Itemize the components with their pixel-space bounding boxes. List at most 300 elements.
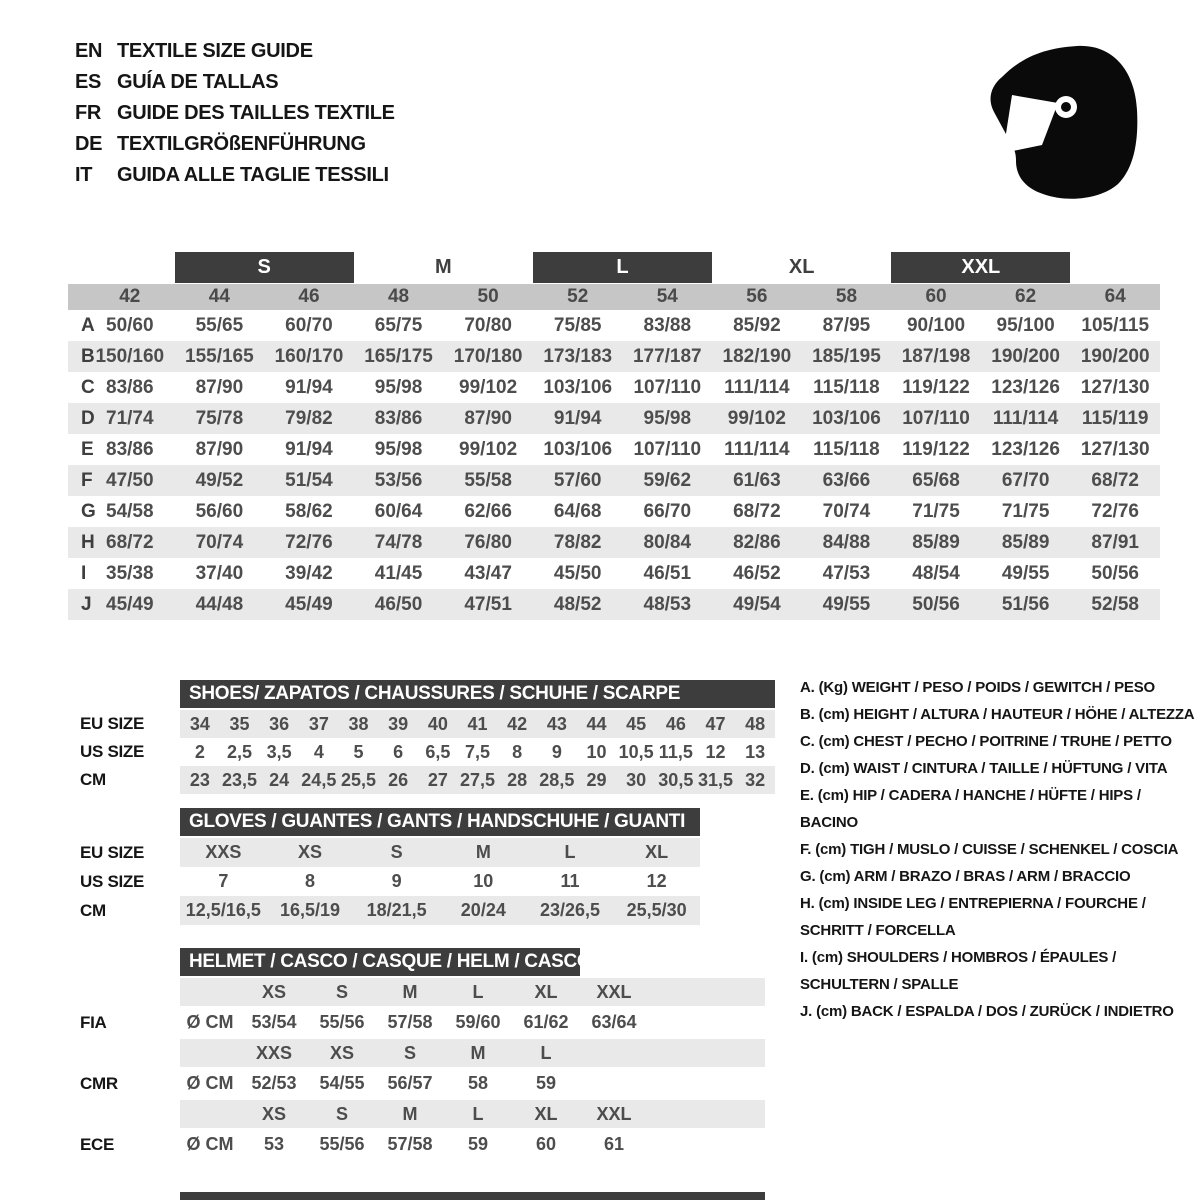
helmet-value: 59 <box>467 1134 489 1154</box>
measurement-value: 72/76 <box>285 531 333 553</box>
measurement-value: 47/51 <box>464 593 512 615</box>
language-row <box>75 129 395 160</box>
shoes-value: 28,5 <box>539 769 575 790</box>
measurement-value: 74/78 <box>374 531 423 553</box>
measurement-value: 95/98 <box>374 438 423 460</box>
size-number-row <box>68 284 1160 310</box>
measurement-value: 51/56 <box>1001 593 1050 615</box>
helmet-values <box>180 1006 765 1039</box>
measurement-value: 45/49 <box>106 593 154 615</box>
measurement-value: 85/89 <box>1001 531 1050 553</box>
size-number: 48 <box>387 286 410 307</box>
measurement-value: 53/56 <box>374 469 423 491</box>
helmet-size: XL <box>534 981 558 1002</box>
helmet-value: 55/56 <box>319 1134 365 1154</box>
measurement-value: 127/130 <box>1080 376 1150 398</box>
spacer <box>648 1128 765 1161</box>
shoes-row <box>80 738 775 766</box>
measurement-value: 80/84 <box>643 531 692 553</box>
measurement-value: 68/72 <box>1091 469 1139 491</box>
measurement-value: 185/195 <box>812 345 881 367</box>
measurement-value: 103/106 <box>812 407 881 429</box>
size-number: 60 <box>925 286 947 307</box>
measurement-value: 65/75 <box>374 314 423 336</box>
measurement-value: 87/90 <box>464 407 512 429</box>
measurement-value: 47/50 <box>106 469 154 491</box>
helmet-size: XL <box>534 1103 558 1124</box>
measurement-value: 67/70 <box>1001 469 1050 491</box>
helmet-value-row <box>80 1006 765 1039</box>
measurement-value: 65/68 <box>912 469 960 491</box>
language-row <box>75 98 395 129</box>
helmet-standard-label: CMR <box>80 1073 118 1093</box>
measurement-value: 115/119 <box>1081 407 1149 429</box>
measurement-value: 45/49 <box>285 593 333 615</box>
diameter-unit: Ø CM <box>186 1073 234 1093</box>
language-code: IT <box>75 164 93 186</box>
language-row <box>75 67 395 98</box>
measurement-value: 187/198 <box>901 345 971 367</box>
shoes-value: 34 <box>189 713 210 734</box>
gloves-values <box>180 896 700 925</box>
measurement-row <box>68 558 1160 589</box>
gloves-value: 25,5/30 <box>626 900 687 920</box>
gloves-value: 10 <box>473 871 494 891</box>
measurement-value: 71/75 <box>1001 500 1050 522</box>
measurement-value: 170/180 <box>453 345 523 367</box>
legend-item: A. (Kg) WEIGHT / PESO / POIDS / GEWITCH / PESO <box>800 679 1155 696</box>
language-title: GUÍA DE TALLAS <box>117 71 279 93</box>
measurement-value: 70/74 <box>822 500 871 522</box>
measurement-value: 95/98 <box>643 407 692 429</box>
measurement-value: 78/82 <box>553 531 602 553</box>
helmet-value <box>580 1067 648 1100</box>
measurement-value: 46/50 <box>374 593 423 615</box>
helmet-value: 53/54 <box>251 1012 297 1032</box>
measurement-row <box>68 372 1160 403</box>
measurement-value: 48/54 <box>912 562 960 584</box>
helmet-values <box>180 1128 765 1161</box>
measurement-value: 85/89 <box>912 531 960 553</box>
language-code: ES <box>75 71 102 93</box>
size-group-label: S <box>175 252 354 283</box>
size-number: 62 <box>1015 286 1037 307</box>
shoes-value: 31,5 <box>697 769 734 790</box>
legend-item: C. (cm) CHEST / PECHO / POITRINE / TRUHE / PETTO <box>800 733 1172 750</box>
measurement-value: 95/98 <box>374 376 423 398</box>
gloves-row <box>80 867 700 896</box>
helmet-size-row <box>80 1039 765 1067</box>
measurement-value: 75/78 <box>195 407 244 429</box>
shoes-value: 30 <box>626 769 647 790</box>
measurement-value: 95/100 <box>996 314 1055 336</box>
measurement-value: 123/126 <box>991 438 1060 460</box>
spacer <box>80 978 180 1006</box>
measurement-row-label: G <box>81 500 96 522</box>
language-title: TEXTILGRÖßENFÜHRUNG <box>117 133 366 155</box>
measurement-value: 49/55 <box>1001 562 1050 584</box>
measurement-value: 70/80 <box>464 314 512 336</box>
legend-item: B. (cm) HEIGHT / ALTURA / HAUTEUR / HÖHE / ALTEZZA <box>800 706 1195 723</box>
helmet-size: M <box>402 981 418 1002</box>
shoes-value: 12 <box>705 741 726 762</box>
helmet-size-row <box>80 1100 765 1128</box>
helmet-value: 61/62 <box>523 1012 569 1032</box>
measurement-value: 48/53 <box>643 593 692 615</box>
measurement-value: 49/54 <box>733 593 781 615</box>
shoes-value: 43 <box>546 713 567 734</box>
helmet-values <box>180 1067 765 1100</box>
measurement-row <box>68 496 1160 527</box>
size-number: 42 <box>119 286 141 307</box>
measurement-value: 91/94 <box>285 438 333 460</box>
full-face-helmet-icon <box>982 40 1142 200</box>
helmet-standard-label: FIA <box>80 1012 107 1032</box>
size-number: 58 <box>835 286 858 307</box>
measurement-value: 70/74 <box>195 531 244 553</box>
helmet-sizes <box>180 1100 765 1128</box>
measurement-value: 43/47 <box>464 562 512 584</box>
measurement-value: 51/54 <box>285 469 333 491</box>
helmet-value: 53 <box>263 1134 285 1154</box>
measurement-value: 60/64 <box>374 500 423 522</box>
measurement-value: 103/106 <box>543 438 613 460</box>
size-number: 52 <box>567 286 589 307</box>
measurement-value: 103/106 <box>543 376 613 398</box>
measurement-value: 83/86 <box>106 376 154 398</box>
measurement-value: 71/75 <box>912 500 960 522</box>
measurement-value: 111/114 <box>724 376 790 398</box>
measurement-row-label: F <box>81 469 93 491</box>
measurement-value: 190/200 <box>1080 345 1150 367</box>
legend-item: G. (cm) ARM / BRAZO / BRAS / ARM / BRACCIO <box>800 868 1131 885</box>
helmet-size-rows <box>80 978 765 1161</box>
shoes-value: 46 <box>665 713 686 734</box>
shoes-value: 42 <box>507 713 528 734</box>
spacer <box>180 978 240 1006</box>
measurement-value: 62/66 <box>464 500 512 522</box>
size-group-label: XXL <box>891 252 1070 283</box>
measurement-value: 82/86 <box>733 531 781 553</box>
gloves-title: GLOVES / GUANTES / GANTS / HANDSCHUHE / GUANTI <box>189 811 686 832</box>
shoes-value: 28 <box>507 769 528 790</box>
diameter-unit: Ø CM <box>186 1134 234 1154</box>
measurement-value: 190/200 <box>991 345 1060 367</box>
measurement-value: 55/58 <box>464 469 512 491</box>
shoes-value: 40 <box>427 713 448 734</box>
helmet-size: XS <box>261 981 286 1002</box>
measurement-value: 90/100 <box>906 314 966 336</box>
spacer <box>648 1039 765 1067</box>
gloves-value: 7 <box>218 871 229 891</box>
gloves-size-rows <box>80 838 700 925</box>
helmet-value: 59 <box>535 1073 557 1093</box>
measurement-value: 165/175 <box>364 345 433 367</box>
measurement-value: 150/160 <box>95 345 165 367</box>
measurement-row-label: E <box>81 438 94 460</box>
shoes-value: 32 <box>745 769 766 790</box>
measurement-value: 99/102 <box>727 407 786 429</box>
measurement-value: 91/94 <box>553 407 602 429</box>
shoes-title-bar <box>180 680 775 708</box>
measurement-value: 119/122 <box>902 438 970 460</box>
measurement-value: 76/80 <box>464 531 512 553</box>
size-number: 46 <box>298 286 320 307</box>
shoes-value: 8 <box>512 741 523 762</box>
measurement-value: 127/130 <box>1080 438 1150 460</box>
measurement-value: 63/66 <box>822 469 871 491</box>
row-label: US SIZE <box>80 871 145 891</box>
helmet-title-bar <box>180 948 592 976</box>
measurement-value: 47/53 <box>822 562 871 584</box>
measurement-value: 37/40 <box>195 562 244 584</box>
measurement-value: 107/110 <box>633 376 702 398</box>
size-group-row <box>68 252 1160 283</box>
shoes-row <box>80 710 775 738</box>
helmet-size: L <box>472 981 484 1002</box>
measurement-value: 111/114 <box>724 438 790 460</box>
helmet-standard-label: ECE <box>80 1134 115 1154</box>
helmet-size: XS <box>261 1103 286 1124</box>
spacer <box>80 1100 180 1128</box>
helmet-title: HELMET / CASCO / CASQUE / HELM / CASCO <box>189 951 592 972</box>
row-label: CM <box>80 770 106 789</box>
language-title: GUIDA ALLE TAGLIE TESSILI <box>117 164 389 186</box>
measurement-value: 46/52 <box>733 562 781 584</box>
legend-item: F. (cm) TIGH / MUSLO / CUISSE / SCHENKEL / COSCIA <box>800 841 1179 858</box>
language-code: DE <box>75 133 103 155</box>
helmet-value: 57/58 <box>387 1012 433 1032</box>
measurement-value: 58/62 <box>285 500 333 522</box>
size-number: 54 <box>656 286 678 307</box>
measurement-row-label: C <box>81 376 95 398</box>
shoes-value: 3,5 <box>266 741 292 762</box>
helmet-value: 55/56 <box>319 1012 365 1032</box>
language-title-list <box>75 36 395 191</box>
gloves-value: 9 <box>391 871 402 891</box>
helmet-size: XXS <box>255 1042 293 1063</box>
shoes-value: 25,5 <box>340 769 377 790</box>
gloves-values <box>180 838 700 867</box>
helmet-size: M <box>470 1042 486 1063</box>
shoes-title: SHOES/ ZAPATOS / CHAUSSURES / SCHUHE / SCARPE <box>189 683 681 704</box>
measurement-value: 72/76 <box>1091 500 1139 522</box>
shoes-value: 11,5 <box>658 741 693 762</box>
shoes-values <box>180 710 775 738</box>
helmet-size-row <box>80 978 765 1006</box>
helmet-size <box>580 1039 648 1067</box>
measurement-row <box>68 310 1160 341</box>
measurement-value: 64/68 <box>553 500 602 522</box>
helmet-value: 56/57 <box>387 1073 433 1093</box>
spacer <box>80 1039 180 1067</box>
measurement-value: 99/102 <box>459 376 518 398</box>
gloves-row <box>80 896 700 925</box>
shoes-value: 48 <box>745 713 766 734</box>
diameter-unit: Ø CM <box>186 1012 234 1032</box>
gloves-value: S <box>390 842 403 862</box>
shoes-value: 26 <box>388 769 409 790</box>
language-code: EN <box>75 40 103 62</box>
helmet-size: S <box>403 1042 416 1063</box>
shoes-values <box>180 738 775 766</box>
shoes-value: 39 <box>388 713 409 734</box>
shoes-value: 37 <box>308 713 329 734</box>
helmet-size: S <box>335 1103 348 1124</box>
measurement-value: 91/94 <box>285 376 333 398</box>
legend-item: I. (cm) SHOULDERS / HOMBROS / ÉPAULES / SCHULTERN / SPALLE <box>800 949 1117 993</box>
measurement-value: 50/56 <box>1091 562 1139 584</box>
measurement-row-label: I <box>81 562 87 584</box>
row-label: EU SIZE <box>80 714 145 733</box>
shoes-value: 44 <box>586 713 607 734</box>
measurement-value: 75/85 <box>553 314 602 336</box>
spacer <box>648 1067 765 1100</box>
shoes-size-section <box>80 680 775 794</box>
helmet-size: S <box>335 981 348 1002</box>
shoes-value: 35 <box>229 713 250 734</box>
measurement-value: 87/95 <box>822 314 871 336</box>
measurement-value: 87/91 <box>1091 531 1139 553</box>
row-label: EU SIZE <box>80 842 145 862</box>
row-label: US SIZE <box>80 742 145 761</box>
measurement-value: 50/56 <box>912 593 960 615</box>
measurement-row <box>68 589 1160 620</box>
spacer <box>648 978 765 1006</box>
size-number: 50 <box>477 286 499 307</box>
legend-item: E. (cm) HIP / CADERA / HANCHE / HÜFTE / HIPS / BACINO <box>800 787 1141 831</box>
row-label: CM <box>80 900 106 920</box>
measurement-legend <box>800 674 1200 1025</box>
measurement-value: 107/110 <box>633 438 702 460</box>
helmet-size: L <box>540 1042 552 1063</box>
shoes-value: 13 <box>745 741 766 762</box>
helmet-size: M <box>402 1103 418 1124</box>
shoes-value: 10,5 <box>618 741 654 762</box>
corner-spacer <box>68 284 85 310</box>
measurement-value: 61/63 <box>733 469 781 491</box>
measurement-value: 123/126 <box>991 376 1060 398</box>
language-title: TEXTILE SIZE GUIDE <box>117 40 313 62</box>
legend-item: H. (cm) INSIDE LEG / ENTREPIERNA / FOURCHE / SCHRITT / FORCELLA <box>800 895 1146 939</box>
measurement-value: 83/88 <box>643 314 692 336</box>
shoes-value: 7,5 <box>464 741 490 762</box>
gloves-values <box>180 867 700 896</box>
measurement-value: 56/60 <box>195 500 244 522</box>
measurement-row-label: H <box>81 531 95 553</box>
gloves-value: 8 <box>304 871 315 891</box>
helmet-value: 60 <box>535 1134 557 1154</box>
shoes-value: 38 <box>348 713 369 734</box>
measurement-value: 35/38 <box>106 562 154 584</box>
measurement-row <box>68 434 1160 465</box>
shoes-row <box>80 766 775 794</box>
measurement-value: 44/48 <box>195 593 244 615</box>
measurement-value: 68/72 <box>106 531 154 553</box>
measurement-value: 55/65 <box>195 314 244 336</box>
measurement-row-label: A <box>81 314 95 336</box>
language-title: GUIDE DES TAILLES TEXTILE <box>117 102 395 124</box>
helmet-value: 59/60 <box>455 1012 501 1032</box>
gloves-value: 12 <box>646 871 667 891</box>
helmet-value: 63/64 <box>591 1012 637 1032</box>
helmet-size: XXL <box>596 1103 632 1124</box>
shoes-value: 4 <box>313 741 324 762</box>
measurement-value: 111/114 <box>992 407 1059 429</box>
textile-size-table <box>68 252 1160 620</box>
helmet-value: 57/58 <box>387 1134 433 1154</box>
measurement-value: 71/74 <box>106 407 154 429</box>
gloves-value: XXS <box>205 842 242 862</box>
shoes-value: 36 <box>269 713 290 734</box>
spacer <box>648 1100 765 1128</box>
shoes-value: 2 <box>194 741 205 762</box>
measurement-value: 66/70 <box>643 500 692 522</box>
measurement-value: 49/52 <box>195 469 244 491</box>
helmet-size: XXL <box>596 981 632 1002</box>
measurement-value: 173/183 <box>543 345 613 367</box>
measurement-value: 84/88 <box>822 531 871 553</box>
shoes-value: 24 <box>269 769 290 790</box>
shoes-value: 2,5 <box>226 741 252 762</box>
size-number: 64 <box>1104 286 1126 307</box>
gloves-row <box>80 838 700 867</box>
cropped-section-bar <box>180 1192 765 1200</box>
measurement-value: 54/58 <box>106 500 154 522</box>
shoes-value: 27 <box>427 769 448 790</box>
helmet-value-row <box>80 1128 765 1161</box>
gloves-value: XL <box>645 842 669 862</box>
shoes-value: 23,5 <box>221 769 258 790</box>
shoes-value: 29 <box>586 769 607 790</box>
helmet-value: 58 <box>467 1073 489 1093</box>
helmet-value-row <box>80 1067 765 1100</box>
measurement-value: 83/86 <box>106 438 154 460</box>
helmet-size: L <box>472 1103 484 1124</box>
measurement-row-label: B <box>81 345 95 367</box>
gloves-value: 20/24 <box>460 900 506 920</box>
shoes-size-rows <box>80 710 775 794</box>
measurement-value: 99/102 <box>459 438 518 460</box>
measurement-value: 39/42 <box>285 562 333 584</box>
measurement-value: 60/70 <box>285 314 333 336</box>
measurement-value: 160/170 <box>274 345 344 367</box>
shoes-value: 41 <box>467 713 488 734</box>
measurement-row <box>68 465 1160 496</box>
shoes-value: 6,5 <box>425 741 451 762</box>
spacer <box>648 1006 765 1039</box>
gloves-value: XS <box>297 842 322 862</box>
spacer <box>180 1100 240 1128</box>
shoes-value: 6 <box>393 741 404 762</box>
gloves-value: 23/26,5 <box>539 900 601 920</box>
measurement-value: 155/165 <box>185 345 254 367</box>
shoes-value: 5 <box>353 741 364 762</box>
measurement-value: 68/72 <box>733 500 781 522</box>
shoes-values <box>180 766 775 794</box>
helmet-size: XS <box>329 1042 354 1063</box>
measurement-value: 85/92 <box>733 314 781 336</box>
gloves-value: 16,5/19 <box>279 900 341 920</box>
size-group-label: XL <box>788 256 815 278</box>
measurement-value: 41/45 <box>374 562 423 584</box>
measurement-value: 48/52 <box>553 593 602 615</box>
language-code: FR <box>75 102 102 124</box>
gloves-value: 18/21,5 <box>366 900 427 920</box>
measurement-value: 59/62 <box>643 469 692 491</box>
measurement-row-label: D <box>81 407 95 429</box>
gloves-value: L <box>564 842 576 862</box>
